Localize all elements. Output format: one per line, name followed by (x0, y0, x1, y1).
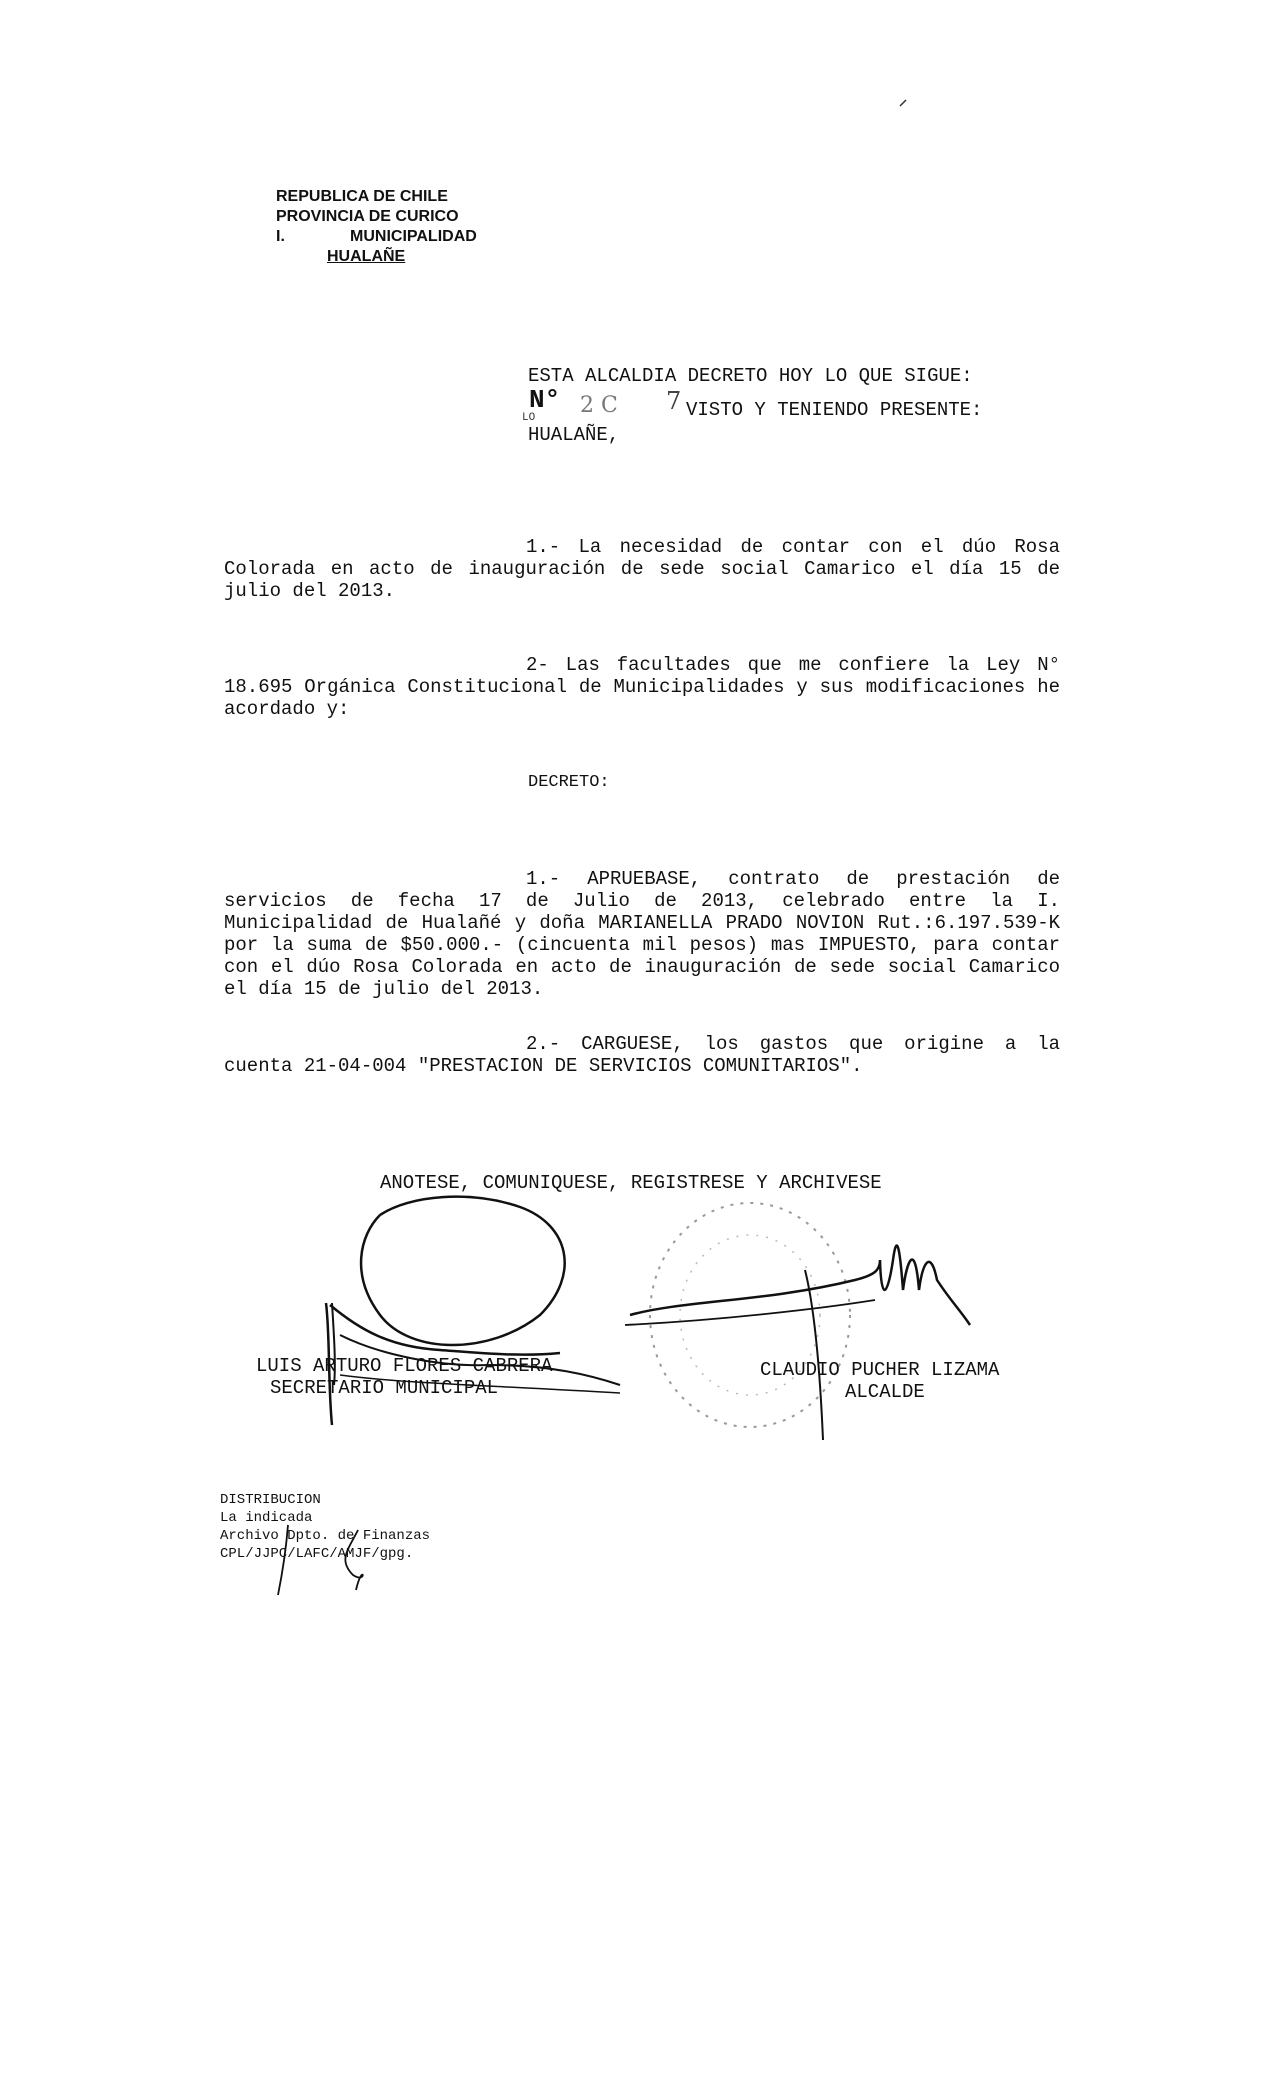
header-republica: REPUBLICA DE CHILE (276, 188, 448, 205)
decree-number-handwritten: 2 C (580, 393, 618, 418)
header-commune: HUALAÑE (327, 248, 406, 265)
place-label: HUALAÑE, (528, 424, 620, 446)
header-prefix: I. (276, 228, 285, 245)
visto-item-1: 1.- La necesidad de contar con el dúo Rosa Colorada en acto de inauguración de sede social Camarico el día 15 de julio del 2013. (224, 536, 1060, 602)
decreto-item-2: 2.- CARGUESE, los gastos que origine a la cuenta 21-04-004 "PRESTACION DE SERVICIOS COMUNITARIOS". (224, 1033, 1060, 1077)
secretary-title: SECRETARIO MUNICIPAL (270, 1377, 499, 1399)
header-provincia: PROVINCIA DE CURICO (276, 208, 459, 225)
visto-item-2: 2- Las facultades que me confiere la Ley N° 18.695 Orgánica Constitucional de Municipalidades y sus modificaciones he acordado y: (224, 654, 1060, 720)
distribution-line-1: La indicada (220, 1510, 313, 1526)
decree-number-digit: 7 (666, 387, 682, 415)
visto-heading: VISTO Y TENIENDO PRESENTE: (686, 399, 983, 421)
stamp-small-text: LO (522, 412, 536, 424)
mayor-title: ALCALDE (845, 1381, 925, 1403)
distribution-line-3: CPL/JJPC/LAFC/AMJF/gpg. (220, 1546, 414, 1562)
mayor-signature (625, 1230, 1025, 1450)
closing-formula: ANOTESE, COMUNIQUESE, REGISTRESE Y ARCHIVESE (380, 1172, 882, 1194)
decreto-item-1: 1.- APRUEBASE, contrato de prestación de servicios de fecha 17 de Julio de 2013, celebrado entre la I. Municipalidad de Hualañé y doña MARIANELLA PRADO NOVION Rut.:6.197.539-K por la suma de $50.000.- (cincuenta mil pesos) mas IMPUESTO, para contar con el dúo Rosa Colorada en acto de inauguración de sede social Camarico el día 15 de julio del 2013. (224, 868, 1060, 1000)
decree-number-label: N° (529, 385, 561, 415)
distribution-line-2: Archivo Dpto. de Finanzas (220, 1528, 431, 1544)
secretary-name: LUIS ARTURO FLORES CABRERA (256, 1355, 553, 1377)
distribution-heading: DISTRIBUCION (220, 1492, 321, 1508)
stray-mark (900, 98, 910, 108)
decreto-heading: DECRETO: (528, 773, 610, 792)
decree-intro-line: ESTA ALCALDIA DECRETO HOY LO QUE SIGUE: (528, 365, 973, 387)
mayor-name: CLAUDIO PUCHER LIZAMA (760, 1359, 1000, 1381)
header-municipalidad: MUNICIPALIDAD (350, 228, 477, 245)
initials-scribble (268, 1520, 388, 1600)
